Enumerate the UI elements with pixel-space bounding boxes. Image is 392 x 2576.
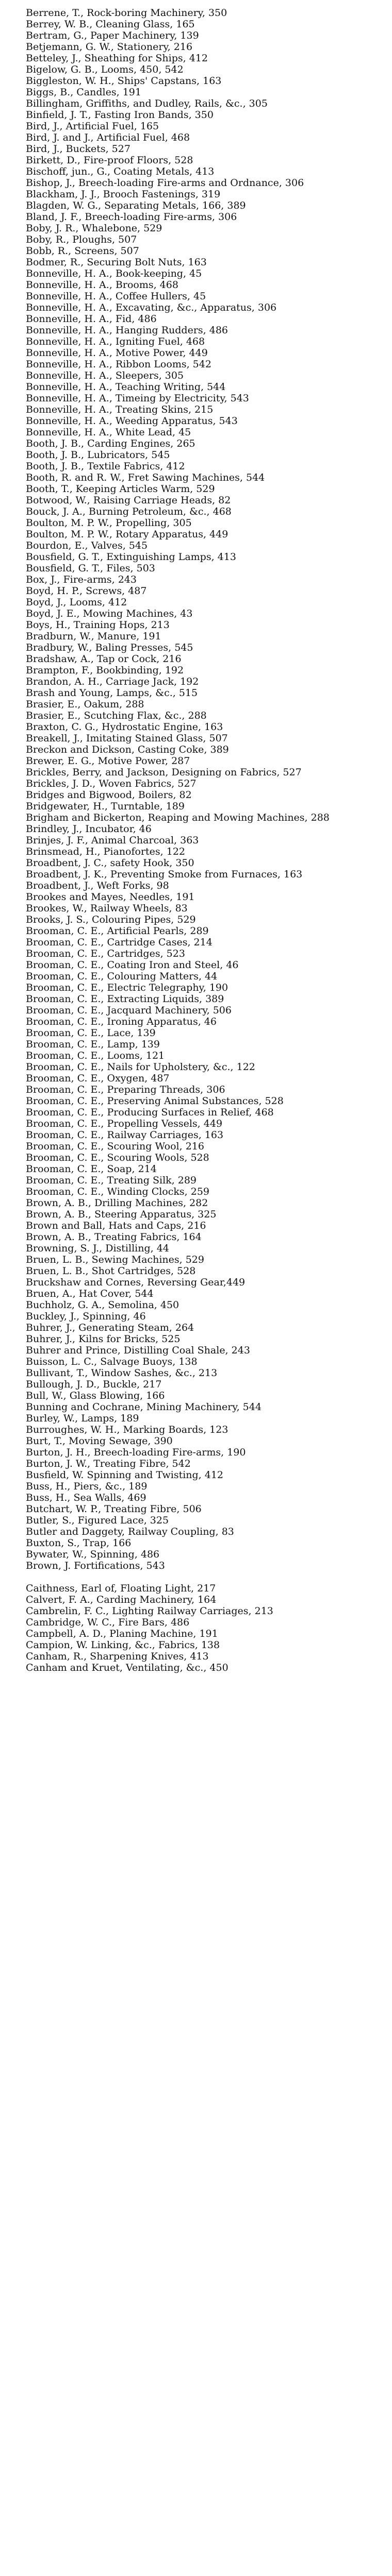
index-entry: Brooman, C. E., Lace, 139 — [26, 1027, 156, 1039]
index-entry: Brooman, C. E., Winding Clocks, 259 — [26, 1186, 209, 1197]
index-entry: Brinsmead, H., Pianofortes, 122 — [26, 846, 186, 857]
index-entry: Bodmer, R., Securing Bolt Nuts, 163 — [26, 257, 207, 268]
index-entry: Blackham, J. J., Brooch Fastenings, 319 — [26, 189, 221, 200]
index-entry: Bird, J., Artificial Fuel, 165 — [26, 121, 159, 132]
index-entry: Bonneville, H. A., Brooms, 468 — [26, 279, 178, 291]
index-entry: Booth, T., Keeping Articles Warm, 529 — [26, 483, 215, 495]
index-entry: Broadbent, J. K., Preventing Smoke from Furnaces, 163 — [26, 869, 303, 880]
index-entry: Broadbent, J. C., safety Hook, 350 — [26, 857, 194, 869]
index-entry: Busfield, W. Spinning and Twisting, 412 — [26, 1469, 224, 1481]
index-entry: Brindley, J., Incubator, 46 — [26, 823, 152, 835]
index-entry: Buss, H., Piers, &c., 189 — [26, 1481, 148, 1492]
index-entry: Bonneville, H. A., Book-keeping, 45 — [26, 268, 202, 279]
index-entry: Buckley, J., Spinning, 46 — [26, 1311, 146, 1322]
index-entry: Burton, J. W., Treating Fibre, 542 — [26, 1458, 191, 1469]
index-entry: Calvert, F. A., Carding Machinery, 164 — [26, 1594, 217, 1605]
index-entry: Bywater, W., Spinning, 486 — [26, 1549, 160, 1560]
index-entry: Bigelow, G. B., Looms, 450, 542 — [26, 64, 184, 75]
index-entry: Brookes and Mayes, Needles, 191 — [26, 891, 195, 903]
index-entry: Birkett, D., Fire-proof Floors, 528 — [26, 155, 193, 166]
index-entry: Bull, W., Glass Blowing, 166 — [26, 1390, 165, 1401]
index-entry: Brooks, J. S., Colouring Pipes, 529 — [26, 914, 196, 925]
index-entry: Boulton, M. P. W., Propelling, 305 — [26, 517, 192, 529]
section-gap — [26, 1571, 369, 1583]
index-entry: Butler, S., Figured Lace, 325 — [26, 1515, 169, 1526]
index-entry: Bonneville, H. A., Motive Power, 449 — [26, 347, 208, 359]
index-entry: Boulton, M. P. W., Rotary Apparatus, 449 — [26, 529, 228, 540]
index-entry: Campbell, A. D., Planing Machine, 191 — [26, 1628, 218, 1639]
index-entry: Blagden, W. G., Separating Metals, 166, 389 — [26, 200, 246, 211]
index-entry: Berrey, W. B., Cleaning Glass, 165 — [26, 19, 195, 30]
index-entry: Bridges and Bigwood, Boilers, 82 — [26, 789, 192, 801]
index-entry: Bunning and Cochrane, Mining Machinery, 544 — [26, 1401, 262, 1413]
index-entry: Brookes, W., Railway Wheels, 83 — [26, 903, 188, 914]
index-entry: Bishop, J., Breech-loading Fire-arms and Ordnance, 306 — [26, 177, 304, 189]
index-entry: Brown, A. B., Treating Fabrics, 164 — [26, 1231, 202, 1243]
index-entry: Bland, J. F., Breech-loading Fire-arms, 306 — [26, 211, 237, 223]
index-entry: Bradshaw, A., Tap or Cock, 216 — [26, 653, 182, 665]
index-entry: Bousfield, G. T., Extinguishing Lamps, 413 — [26, 551, 236, 563]
index-entry: Betteley, J., Sheathing for Ships, 412 — [26, 53, 208, 64]
index-entry: Brooman, C. E., Railway Carriages, 163 — [26, 1129, 224, 1141]
index-entry: Brooman, C. E., Oxygen, 487 — [26, 1073, 170, 1084]
index-entry: Boyd, J., Looms, 412 — [26, 597, 127, 608]
index-entry: Brooman, C. E., Nails for Upholstery, &c., 122 — [26, 1061, 255, 1073]
index-entry: Brooman, C. E., Cartridges, 523 — [26, 948, 185, 959]
index-entry: Booth, J. B., Lubricators, 545 — [26, 449, 170, 461]
index-entry: Brooman, C. E., Extracting Liquids, 389 — [26, 993, 224, 1005]
index-entry: Bonneville, H. A., Sleepers, 305 — [26, 370, 184, 381]
index-entry: Cambridge, W. C., Fire Bars, 486 — [26, 1617, 190, 1628]
index-entries — [26, 7, 369, 1673]
index-entry: Buhrer and Prince, Distilling Coal Shale, 243 — [26, 1345, 250, 1356]
index-entry: Boys, H., Training Hops, 213 — [26, 619, 170, 631]
index-entry: Caithness, Earl of, Floating Light, 217 — [26, 1583, 216, 1594]
index-entry: Brewer, E. G., Motive Power, 287 — [26, 755, 190, 767]
index-entry: Bullivant, T., Window Sashes, &c., 213 — [26, 1367, 218, 1379]
index-entry: Bruckshaw and Cornes, Reversing Gear,449 — [26, 1277, 246, 1288]
index-entry: Buchholz, G. A., Semolina, 450 — [26, 1299, 179, 1311]
index-entry: Braxton, C. G., Hydrostatic Engine, 163 — [26, 721, 223, 733]
index-entry: Buhrer, J., Kilns for Bricks, 525 — [26, 1333, 181, 1345]
index-entry: Brooman, C. E., Lamp, 139 — [26, 1039, 160, 1050]
index-entry: Buxton, S., Trap, 166 — [26, 1537, 132, 1549]
index-entry: Butler and Daggety, Railway Coupling, 83 — [26, 1526, 234, 1537]
index-entry: Brooman, C. E., Electric Telegraphy, 190 — [26, 982, 228, 993]
index-entry: Brooman, C. E., Soap, 214 — [26, 1163, 157, 1175]
index-entry: Bonneville, H. A., Igniting Fuel, 468 — [26, 336, 205, 347]
index-entry: Brigham and Bickerton, Reaping and Mowing Machines, 288 — [26, 812, 330, 823]
index-entry: Brasier, E., Oakum, 288 — [26, 699, 144, 710]
index-entry: Buhrer, J., Generating Steam, 264 — [26, 1322, 194, 1333]
index-entry: Bobb, R., Screens, 507 — [26, 245, 139, 257]
index-entry: Brooman, C. E., Jacquard Machinery, 506 — [26, 1005, 232, 1016]
index-entry: Campion, W. Linking, &c., Fabrics, 138 — [26, 1639, 220, 1651]
index-entry: Breakell, J., Imitating Stained Glass, 507 — [26, 733, 228, 744]
index-entry: Bonneville, H. A., Timeing by Electricity, 543 — [26, 393, 249, 404]
index-entry: Betjemann, G. W., Stationery, 216 — [26, 41, 193, 53]
index-entry: Bertram, G., Paper Machinery, 139 — [26, 30, 199, 41]
index-entry: Brooman, C. E., Preparing Threads, 306 — [26, 1084, 225, 1095]
index-entry: Burroughes, W. H., Marking Boards, 123 — [26, 1424, 228, 1435]
index-entry: Biggleston, W. H., Ships' Capstans, 163 — [26, 75, 222, 87]
index-entry: Cambrelin, F. C., Lighting Railway Carriages, 213 — [26, 1605, 273, 1617]
index-entry: Breckon and Dickson, Casting Coke, 389 — [26, 744, 229, 755]
index-entry: Binfield, J. T., Fasting Iron Bands, 350 — [26, 109, 214, 121]
index-entry: Brooman, C. E., Scouring Wool, 216 — [26, 1141, 204, 1152]
index-entry: Burley, W., Lamps, 189 — [26, 1413, 139, 1424]
index-entry: Brown, J. Fortifications, 543 — [26, 1560, 165, 1571]
index-entry: Bonneville, H. A., Ribbon Looms, 542 — [26, 359, 211, 370]
index-entry: Burt, T., Moving Sewage, 390 — [26, 1435, 173, 1447]
index-entry: Box, J., Fire-arms, 243 — [26, 574, 137, 585]
index-entry: Brooman, C. E., Artificial Pearls, 289 — [26, 925, 209, 937]
index-entry: Canham, R., Sharpening Knives, 413 — [26, 1651, 209, 1662]
index-entry: Bischoff, jun., G., Coating Metals, 413 — [26, 166, 215, 177]
index-entry: Brooman, C. E., Preserving Animal Substances, 528 — [26, 1095, 284, 1107]
index-entry: Bird, J., Buckets, 527 — [26, 143, 130, 155]
index-entry: Burton, J. H., Breech-loading Fire-arms, 190 — [26, 1447, 246, 1458]
index-entry: Bullough, J. D., Buckle, 217 — [26, 1379, 162, 1390]
index-entry: Brampton, F., Bookbinding, 192 — [26, 665, 184, 676]
index-entry: Bonneville, H. A., Treating Skins, 215 — [26, 404, 214, 415]
index-entry: Brooman, C. E., Treating Silk, 289 — [26, 1175, 197, 1186]
index-entry: Browning, S. J., Distilling, 44 — [26, 1243, 169, 1254]
index-entry: Bonneville, H. A., Hanging Rudders, 486 — [26, 325, 228, 336]
index-entry: Brown and Ball, Hats and Caps, 216 — [26, 1220, 206, 1231]
index-entry: Bradburn, W., Manure, 191 — [26, 631, 161, 642]
index-entry: Bonneville, H. A., Weeding Apparatus, 543 — [26, 415, 238, 427]
index-entry: Brooman, C. E., Ironing Apparatus, 46 — [26, 1016, 217, 1027]
index-entry: Botwood, W., Raising Carriage Heads, 82 — [26, 495, 231, 506]
index-entry: Bridgewater, H., Turntable, 189 — [26, 801, 185, 812]
index-entry: Boyd, J. E., Mowing Machines, 43 — [26, 608, 193, 619]
index-entry: Brasier, E., Scutching Flax, &c., 288 — [26, 710, 207, 721]
index-entry: Bourdon, E., Valves, 545 — [26, 540, 148, 551]
index-entry: Brooman, C. E., Coating Iron and Steel, 46 — [26, 959, 239, 971]
index-entry: Brandon, A. H., Carriage Jack, 192 — [26, 676, 199, 687]
index-entry: Brooman, C. E., Cartridge Cases, 214 — [26, 937, 213, 948]
index-entry: Bonneville, H. A., White Lead, 45 — [26, 427, 191, 438]
index-entry: Booth, J. B., Textile Fabrics, 412 — [26, 461, 185, 472]
index-entry: Biggs, B., Candles, 191 — [26, 87, 141, 98]
index-entry: Bird, J. and J., Artificial Fuel, 468 — [26, 132, 190, 143]
index-entry: Brash and Young, Lamps, &c., 515 — [26, 687, 198, 699]
index-entry: Buisson, L. C., Salvage Buoys, 138 — [26, 1356, 198, 1367]
index-entry: Brooman, C. E., Looms, 121 — [26, 1050, 165, 1061]
index-entry: Bruen, A., Hat Cover, 544 — [26, 1288, 154, 1299]
index-entry: Boby, J. R., Whalebone, 529 — [26, 223, 162, 234]
index-entry: Butchart, W. P., Treating Fibre, 506 — [26, 1503, 202, 1515]
index-entry: Brickles, J. D., Woven Fabrics, 527 — [26, 778, 197, 789]
index-entry: Broadbent, J., Weft Forks, 98 — [26, 880, 169, 891]
index-entry: Bruen, L. B., Sewing Machines, 529 — [26, 1254, 204, 1265]
index-entry: Bonneville, H. A., Teaching Writing, 544 — [26, 381, 226, 393]
index-entry: Brown, A. B., Drilling Machines, 282 — [26, 1197, 208, 1209]
index-entry: Brickles, Berry, and Jackson, Designing on Fabrics, 527 — [26, 767, 302, 778]
index-entry: Brooman, C. E., Colouring Matters, 44 — [26, 971, 218, 982]
index-entry: Bonneville, H. A., Coffee Hullers, 45 — [26, 291, 206, 302]
index-entry: Bouck, J. A., Burning Petroleum, &c., 468 — [26, 506, 232, 517]
index-entry: Canham and Kruet, Ventilating, &c., 450 — [26, 1662, 228, 1673]
index-entry: Boby, R., Ploughs, 507 — [26, 234, 137, 245]
index-entry: Bonneville, H. A., Fid, 486 — [26, 313, 157, 325]
index-entry: Berrene, T., Rock-boring Machinery, 350 — [26, 7, 227, 19]
index-entry: Bradbury, W., Baling Presses, 545 — [26, 642, 193, 653]
index-entry: Buss, H., Sea Walls, 469 — [26, 1492, 146, 1503]
index-entry: Bonneville, H. A., Excavating, &c., Apparatus, 306 — [26, 302, 277, 313]
index-entry: Brooman, C. E., Propelling Vessels, 449 — [26, 1118, 223, 1129]
index-entry: Brooman, C. E., Scouring Wools, 528 — [26, 1152, 209, 1163]
index-entry: Boyd, H. P., Screws, 487 — [26, 585, 147, 597]
index-entry: Brown, A. B., Steering Apparatus, 325 — [26, 1209, 217, 1220]
index-entry: Brinjes, J. F., Animal Charcoal, 363 — [26, 835, 199, 846]
index-entry: Booth, R. and R. W., Fret Sawing Machines, 544 — [26, 472, 265, 483]
index-entry: Billingham, Griffiths, and Dudley, Rails, &c., 305 — [26, 98, 268, 109]
index-entry: Brooman, C. E., Producing Surfaces in Relief, 468 — [26, 1107, 274, 1118]
index-entry: Bousfield, G. T., Files, 503 — [26, 563, 155, 574]
index-entry: Booth, J. B., Carding Engines, 265 — [26, 438, 195, 449]
index-entry: Bruen, L. B., Shot Cartridges, 528 — [26, 1265, 196, 1277]
